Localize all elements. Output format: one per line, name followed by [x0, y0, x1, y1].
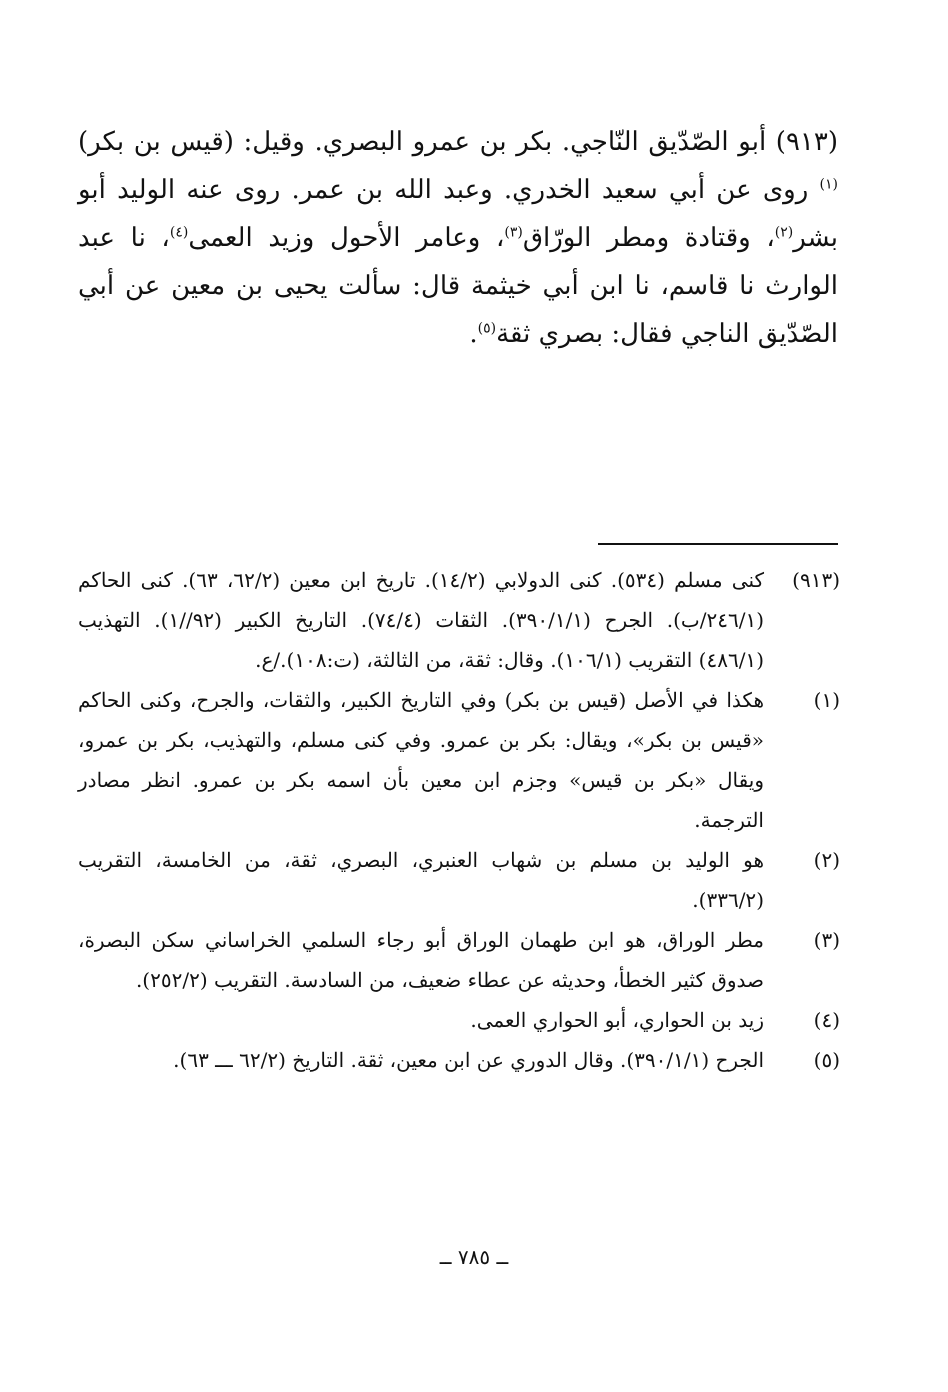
- footnote-4: [78, 1000, 840, 1040]
- text-segment: ، نا عبد الوارث نا قاسم، نا ابن أبي خيثمة قال: سألت يحيى بن معين عن أبي الصّدّيق الناجي فقال: بصري ثقة: [78, 223, 838, 349]
- footnote-text: زيد بن الحواري، أبو الحواري العمى.: [470, 1008, 764, 1032]
- page-number: ــ ٧٨٥ ــ: [439, 1245, 509, 1269]
- footnote-text: هو الوليد بن مسلم بن شهاب العنبري، البصري، ثقة، من الخامسة، التقريب (٣٣٦/٢).: [78, 848, 764, 912]
- footnote-ref-5: (٥): [477, 320, 497, 337]
- footnote-text: مطر الوراق، هو ابن طهمان الوراق أبو رجاء السلمي الخراساني سكن البصرة، صدوق كثير الخطأ، وحديثه عن عطاء ضعيف، من السادسة. التقريب (٢٥٢/٢).: [78, 928, 764, 992]
- footnote-2: [78, 840, 840, 920]
- footnote-number: (٩١٣): [792, 568, 840, 592]
- footnote-ref-2: (٢): [774, 224, 794, 241]
- footnote-number: (٥): [813, 1048, 840, 1072]
- footnote-text: هكذا في الأصل (قيس بن بكر) وفي التاريخ الكبير، والثقات، والجرح، وكنى الحاكم «قيس بن بكر»، ويقال: بكر بن عمرو. وفي كنى مسلم، والتهذيب، بكر بن عمرو، ويقال «بكر بن قيس» وجزم ابن معين بأن اسمه بكر بن عمرو. انظر مصادر الترجمة.: [78, 688, 764, 832]
- footnote-number: (٤): [813, 1008, 840, 1032]
- footnote-divider: [598, 543, 838, 545]
- text-segment: ، وعامر الأحول وزيد العمى: [188, 223, 505, 253]
- footnote-5: [78, 1040, 840, 1080]
- footnote-number: (١): [813, 688, 840, 712]
- text-segment: روى عن أبي سعيد الخدري. وعبد الله بن عمر. روى عنه الوليد أبو بشر: [78, 175, 839, 253]
- text-segment: .: [469, 319, 478, 349]
- entry-paragraph: [78, 118, 838, 358]
- footnote-number: (٢): [813, 848, 840, 872]
- footnote-number: (٣): [813, 928, 840, 952]
- text-segment: (٩١٣) أبو الصّدّيق النّاجي. بكر بن عمرو البصري. وقيل: (قيس بن بكر): [78, 127, 838, 157]
- text-segment: ، وقتادة ومطر الورّاق: [522, 223, 775, 253]
- footnote-ref-4: (٤): [169, 224, 189, 241]
- footnote-ref-3: (٣): [504, 224, 523, 241]
- footnote-1: [78, 680, 840, 840]
- main-text: [78, 118, 838, 358]
- footnotes: [78, 560, 840, 1080]
- footnote-3: [78, 920, 840, 1000]
- footnote-text: كنى مسلم (٥٣٤). كنى الدولابي (١٤/٢). تاريخ ابن معين (٦٢/٢، ٦٣). كنى الحاكم (٢٤٦/١/ب). الجرح (٣٩٠/١/١). الثقات (٧٤/٤). التاريخ الكبير (٩٢//١). التهذيب (٤٨٦/١) التقريب (١٠٦/١). وقال: ثقة، من الثالثة، (ت:١٠٨)./ع.: [78, 568, 765, 672]
- footnote-text: الجرح (٣٩٠/١/١). وقال الدوري عن ابن معين، ثقة. التاريخ (٦٢/٢ ـــ ٦٣).: [173, 1048, 764, 1072]
- footnote-ref-1: (١): [819, 176, 838, 193]
- footnote-913: [78, 560, 840, 680]
